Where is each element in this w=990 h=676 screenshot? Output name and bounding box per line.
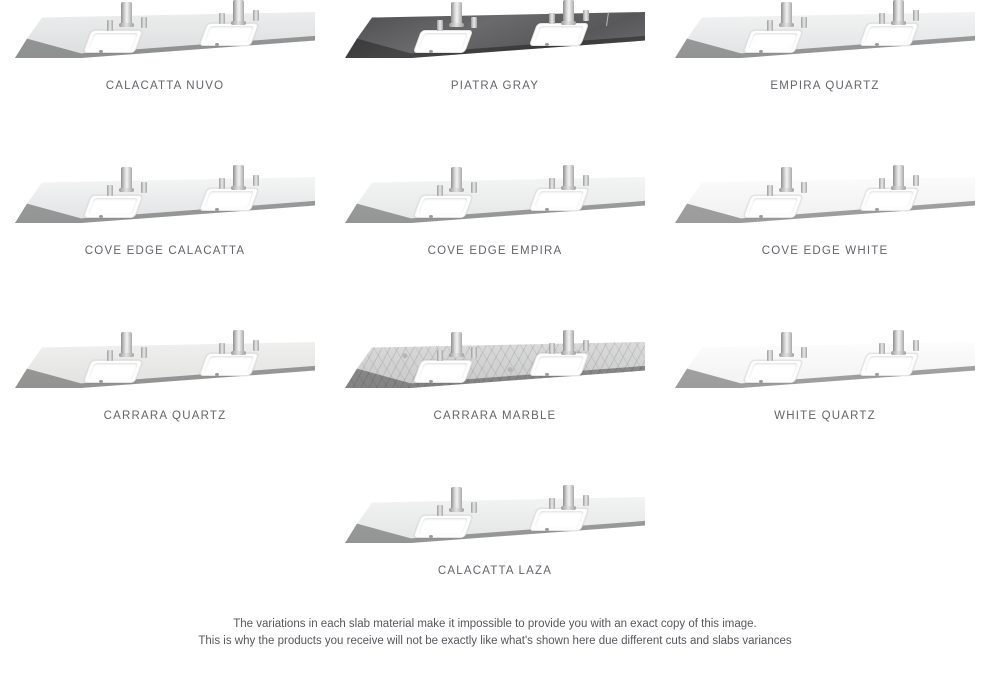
faucet-handle-icon [471, 502, 477, 513]
faucet-left-icon [451, 2, 462, 24]
drain-left-icon [759, 380, 763, 383]
material-label: COVE EDGE CALACATTA [84, 245, 246, 257]
faucet-handle-icon [549, 343, 555, 354]
drain-left-icon [759, 50, 763, 53]
vanity-top-illustration [345, 0, 645, 72]
faucet-left-icon [121, 332, 132, 354]
material-row [0, 330, 990, 422]
drain-left-icon [99, 215, 103, 218]
vanity-top-illustration [15, 330, 315, 402]
faucet-handle-icon [253, 10, 259, 21]
faucet-handle-icon [801, 17, 807, 28]
sink-left [413, 30, 473, 53]
faucet-handle-icon [801, 182, 807, 193]
faucet-right-icon [563, 0, 574, 22]
sink-right [529, 353, 589, 376]
material-row [0, 0, 990, 92]
faucet-handle-icon [437, 185, 443, 196]
faucet-handle-icon [913, 10, 919, 21]
faucet-handle-icon [253, 175, 259, 186]
material-label: EMPIRA QUARTZ [770, 80, 880, 92]
faucet-right-icon [893, 165, 904, 187]
material-label: PIATRA GRAY [450, 80, 540, 92]
sink-left [413, 515, 473, 538]
faucet-handle-icon [549, 498, 555, 509]
faucet-handle-icon [549, 178, 555, 189]
vanity-top-illustration [345, 485, 645, 557]
material-card-piatra-gray[interactable] [330, 0, 660, 92]
material-card-cove-edge-white[interactable] [660, 165, 990, 257]
drain-right-icon [545, 43, 549, 46]
disclaimer [0, 616, 990, 650]
sink-left [743, 360, 803, 383]
faucet-handle-icon [767, 185, 773, 196]
material-card-calacatta-laza[interactable] [330, 485, 660, 577]
sink-left [413, 360, 473, 383]
material-card-carrara-marble[interactable] [330, 330, 660, 422]
vanity-top-illustration [675, 0, 975, 72]
vanity-top-illustration [675, 330, 975, 402]
faucet-right-icon [893, 0, 904, 22]
drain-right-icon [875, 43, 879, 46]
drain-right-icon [215, 208, 219, 211]
sink-right [859, 353, 919, 376]
faucet-right-icon [563, 485, 574, 507]
faucet-handle-icon [471, 182, 477, 193]
sink-right [859, 188, 919, 211]
material-label: COVE EDGE EMPIRA [427, 245, 563, 257]
faucet-handle-icon [767, 350, 773, 361]
sink-left [83, 360, 143, 383]
material-label: CARRARA MARBLE [433, 410, 557, 422]
faucet-handle-icon [879, 343, 885, 354]
disclaimer-line-2: This is why the products you receive will not be exactly like what's shown here due different cuts and slabs variances [198, 635, 792, 647]
material-card-cove-edge-calacatta[interactable] [0, 165, 330, 257]
faucet-handle-icon [141, 182, 147, 193]
material-label: WHITE QUARTZ [774, 410, 876, 422]
faucet-left-icon [781, 332, 792, 354]
faucet-handle-icon [107, 20, 113, 31]
drain-right-icon [545, 528, 549, 531]
drain-right-icon [215, 373, 219, 376]
faucet-left-icon [451, 487, 462, 509]
sink-left [743, 30, 803, 53]
sink-right [199, 188, 259, 211]
faucet-handle-icon [549, 13, 555, 24]
drain-right-icon [545, 373, 549, 376]
sink-right [199, 23, 259, 46]
material-label: CALACATTA NUVO [105, 80, 225, 92]
faucet-handle-icon [107, 350, 113, 361]
vanity-top-illustration [345, 165, 645, 237]
material-card-empira-quartz[interactable] [660, 0, 990, 92]
vanity-top-illustration [345, 330, 645, 402]
faucet-handle-icon [583, 340, 589, 351]
faucet-left-icon [781, 167, 792, 189]
faucet-left-icon [451, 332, 462, 354]
faucet-handle-icon [913, 175, 919, 186]
sink-right [529, 508, 589, 531]
disclaimer-line-1: The variations in each slab material make it impossible to provide you with an exact copy of this image. [233, 618, 757, 630]
drain-left-icon [429, 380, 433, 383]
drain-right-icon [875, 208, 879, 211]
vanity-top-illustration [675, 165, 975, 237]
drain-left-icon [759, 215, 763, 218]
faucet-right-icon [233, 0, 244, 22]
drain-left-icon [429, 50, 433, 53]
faucet-handle-icon [437, 20, 443, 31]
sink-right [859, 23, 919, 46]
sink-right [199, 353, 259, 376]
drain-left-icon [99, 380, 103, 383]
sink-right [529, 188, 589, 211]
faucet-handle-icon [879, 178, 885, 189]
drain-left-icon [99, 50, 103, 53]
faucet-left-icon [781, 2, 792, 24]
drain-right-icon [875, 373, 879, 376]
drain-left-icon [429, 535, 433, 538]
faucet-handle-icon [219, 343, 225, 354]
faucet-handle-icon [141, 347, 147, 358]
faucet-handle-icon [583, 10, 589, 21]
vanity-top-illustration [15, 0, 315, 72]
material-label: CALACATTA LAZA [437, 565, 553, 577]
sink-left [743, 195, 803, 218]
faucet-handle-icon [583, 175, 589, 186]
sink-left [83, 30, 143, 53]
material-card-calacatta-nuvo[interactable] [0, 0, 330, 92]
material-card-carrara-quartz[interactable] [0, 330, 330, 422]
faucet-handle-icon [107, 185, 113, 196]
material-label: CARRARA QUARTZ [103, 410, 227, 422]
faucet-handle-icon [879, 13, 885, 24]
material-card-cove-edge-empira[interactable] [330, 165, 660, 257]
faucet-left-icon [121, 167, 132, 189]
material-row [0, 485, 990, 577]
faucet-right-icon [233, 330, 244, 352]
faucet-handle-icon [437, 505, 443, 516]
faucet-right-icon [233, 165, 244, 187]
material-row [0, 165, 990, 257]
sink-left [83, 195, 143, 218]
faucet-left-icon [451, 167, 462, 189]
faucet-handle-icon [767, 20, 773, 31]
drain-right-icon [545, 208, 549, 211]
drain-left-icon [429, 215, 433, 218]
faucet-handle-icon [583, 495, 589, 506]
faucet-right-icon [563, 330, 574, 352]
faucet-left-icon [121, 2, 132, 24]
sink-right [529, 23, 589, 46]
faucet-handle-icon [437, 350, 443, 361]
vanity-top-illustration [15, 165, 315, 237]
faucet-handle-icon [219, 13, 225, 24]
material-label: COVE EDGE WHITE [761, 245, 889, 257]
material-card-white-quartz[interactable] [660, 330, 990, 422]
faucet-right-icon [563, 165, 574, 187]
faucet-handle-icon [471, 347, 477, 358]
drain-right-icon [215, 43, 219, 46]
faucet-right-icon [893, 330, 904, 352]
faucet-handle-icon [141, 17, 147, 28]
faucet-handle-icon [913, 340, 919, 351]
faucet-handle-icon [471, 17, 477, 28]
sink-left [413, 195, 473, 218]
faucet-handle-icon [253, 340, 259, 351]
faucet-handle-icon [219, 178, 225, 189]
faucet-handle-icon [801, 347, 807, 358]
